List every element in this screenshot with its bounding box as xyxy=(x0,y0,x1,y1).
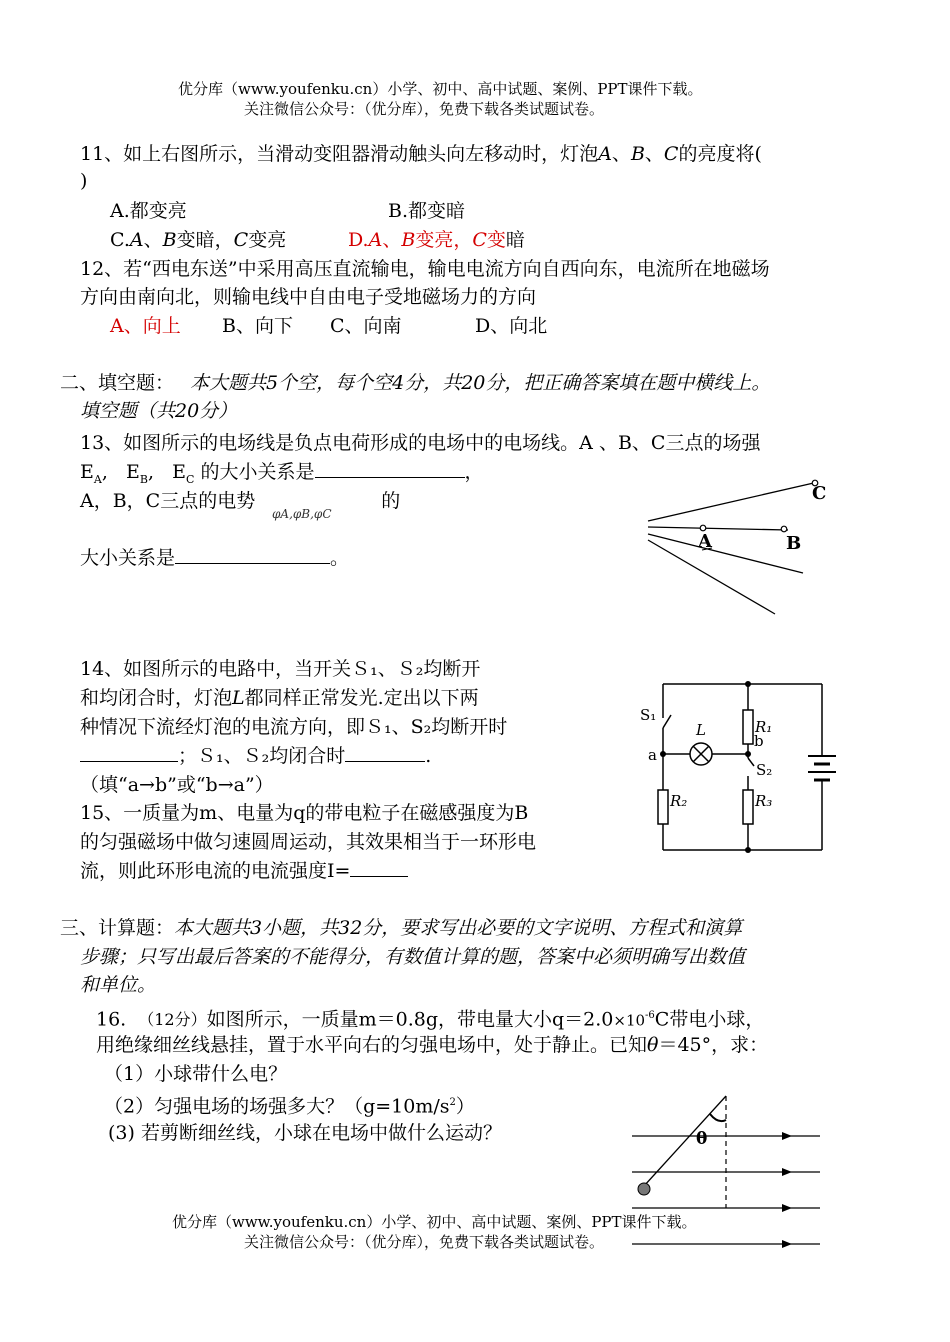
q14-line-4: ；Ｓ₁、Ｓ₂均闭合时 . xyxy=(80,743,431,769)
switch-s1 xyxy=(663,715,671,728)
point-b-label: B xyxy=(786,533,802,554)
q13-blank-1[interactable] xyxy=(315,459,465,478)
q13-line-2: $E_A$, $E_B$, $E_C$ 的大小关系是 ， xyxy=(80,461,484,486)
q14-hint: （填“a→b”或“b→a”） xyxy=(80,774,274,796)
q13-line-1: 13、如图所示的电场线是负点电荷形成的电场中的电场线。A 、B、C三点的场强 xyxy=(80,432,761,454)
arrow-head xyxy=(782,1240,792,1248)
q15-line-3: 流，则此环形电流的电流强度I= xyxy=(80,858,408,884)
resistor-r1 xyxy=(743,710,753,744)
point-b-marker xyxy=(781,526,787,532)
section-2-subtitle: 填空题（共20分） xyxy=(80,400,238,422)
q14-circuit-figure xyxy=(630,672,845,862)
junction-dot xyxy=(745,681,751,687)
q14-line-2: 和均闭合时，灯泡L都同样正常发光.定出以下两 xyxy=(80,687,479,709)
label-b: b xyxy=(754,732,764,750)
q13-field-lines-figure xyxy=(640,472,830,620)
q16-sub-2: （2）匀强电场的场强多大？$(g=10m/s^2)$ xyxy=(104,1095,475,1118)
resistor-r2 xyxy=(658,790,668,824)
q14-blank-1[interactable] xyxy=(80,743,178,762)
label-s1: S₁ xyxy=(640,706,657,724)
section-2-heading: 二、填空题： 本大题共5个空，每个空4分，共20分，把正确答案填在题中横线上。 xyxy=(60,372,771,394)
q16-line-2: 用绝缘细丝线悬挂，置于水平向右的匀强电场中，处于静止。已知θ＝45°，求： xyxy=(96,1034,769,1056)
q11-option-a: A.都变亮 xyxy=(110,200,187,222)
label-lamp: L xyxy=(696,721,706,739)
header-line-2: 关注微信公众号：（优分库），免费下载各类试题试卷。 xyxy=(244,100,605,118)
field-line xyxy=(648,482,818,521)
q12-option-a: A、向上 xyxy=(110,315,181,337)
point-a-marker xyxy=(700,525,706,531)
q12-option-d: D、向北 xyxy=(475,315,548,337)
section-3-heading: 三、计算题：本大题共3小题，共32分，要求写出必要的文字说明、方程式和演算 xyxy=(60,917,743,939)
point-a-label: A xyxy=(698,531,712,552)
q13-line-4: 大小关系是 。 xyxy=(80,547,350,569)
q14-blank-2[interactable] xyxy=(345,743,425,762)
switch-s2 xyxy=(748,758,754,766)
q14-line-1: 14、如图所示的电路中，当开关Ｓ₁、Ｓ₂均断开 xyxy=(80,658,481,680)
q15-blank[interactable] xyxy=(350,858,408,877)
q12-line-1: 12、若“西电东送”中采用高压直流输电，输电电流方向自西向东，电流所在地磁场 xyxy=(80,258,770,280)
junction-a-dot xyxy=(660,751,666,757)
q16-line-1: 16. （12分）如图所示，一质量m＝0.8g，带电量大小$q=2.0\times 10^{-6}C$带电小球， xyxy=(96,1008,765,1031)
q12-option-b: B、向下 xyxy=(222,315,293,337)
q14-line-3: 种情况下流经灯泡的电流方向，即Ｓ₁、S₂均断开时 xyxy=(80,716,508,738)
header-line-1: 优分库（www.youfenku.cn）小学、初中、高中试题、案例、PPT课件下载。 xyxy=(178,80,703,98)
footer-line-1: 优分库（www.youfenku.cn）小学、初中、高中试题、案例、PPT课件下载。 xyxy=(172,1213,697,1231)
q11-option-c: C.A、B变暗，C变亮 xyxy=(110,229,287,251)
label-r3: R₃ xyxy=(755,792,773,810)
section-3-desc-3: 和单位。 xyxy=(80,974,157,996)
arrow-head xyxy=(782,1132,792,1140)
q12-option-c: C、向南 xyxy=(330,315,402,337)
label-r1: R₁ xyxy=(755,718,773,736)
q13-potential-symbols: φA,φB,φC xyxy=(272,507,332,521)
point-c-label: C xyxy=(812,483,827,504)
q11-stem: 11、如上右图所示，当滑动变阻器滑动触头向左移动时，灯泡A、B、C的亮度将( xyxy=(80,143,762,165)
section-3-desc-2: 步骤；只写出最后答案的不能得分，有数值计算的题，答案中必须明确写出数值 xyxy=(80,946,746,968)
label-r2: R₂ xyxy=(670,792,688,810)
field-line xyxy=(648,527,788,530)
q15-line-1: 15、一质量为m、电量为q的带电粒子在磁感强度为B xyxy=(80,802,529,824)
q11-option-b: B.都变暗 xyxy=(388,200,466,222)
q12-line-2: 方向由南向北，则输电线中自由电子受地磁场力的方向 xyxy=(80,286,537,308)
resistor-r3 xyxy=(743,790,753,824)
junction-dot xyxy=(745,847,751,853)
charged-ball xyxy=(638,1183,650,1195)
label-a: a xyxy=(648,746,657,764)
q11-close-paren: ) xyxy=(80,170,88,192)
q15-line-2: 的匀强磁场中做匀速圆周运动，其效果相当于一环形电 xyxy=(80,831,537,853)
footer-line-2: 关注微信公众号：（优分库），免费下载各类试题试卷。 xyxy=(244,1233,605,1251)
q16-sub-1: （1）小球带什么电？ xyxy=(104,1063,288,1085)
theta-label: θ xyxy=(696,1129,708,1149)
label-s2: S₂ xyxy=(756,761,773,779)
angle-arc xyxy=(710,1114,726,1121)
q16-sub-3: (3) 若剪断细丝线，小球在电场中做什么运动？ xyxy=(108,1122,502,1144)
junction-b-dot xyxy=(745,751,751,757)
arrow-head xyxy=(782,1168,792,1176)
q13-line-3: A，B，C三点的电势 的 xyxy=(80,490,401,512)
q11-option-d: D.A、B变亮，C变暗 xyxy=(348,229,525,251)
q13-blank-2[interactable] xyxy=(175,545,330,564)
arrow-head xyxy=(782,1204,792,1212)
